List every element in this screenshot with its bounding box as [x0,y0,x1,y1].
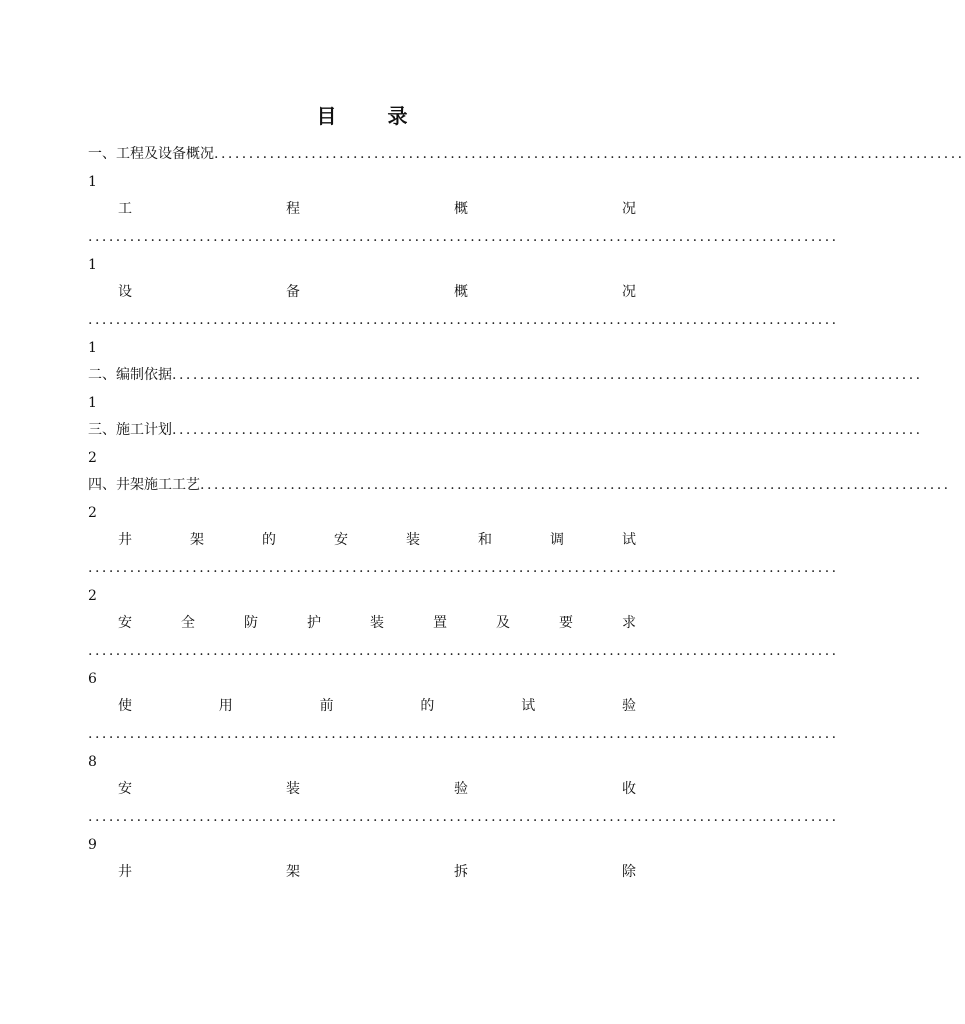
toc-char: 的 [420,698,435,714]
toc-char: 况 [622,284,636,300]
toc-entry-spread[interactable] [118,281,636,303]
toc-page-number: 2 [88,505,97,521]
toc-char: 试 [622,532,636,548]
toc-char: 安 [118,615,132,631]
leader-dots: ............................................................................................................ [200,477,951,493]
toc-char: 求 [622,615,636,631]
toc-char: 安 [334,532,348,548]
toc-char: 用 [218,698,233,714]
leader-dots: ............................................................................................................ [88,229,839,245]
toc-char: 前 [319,698,334,714]
toc-char: 装 [286,781,300,797]
toc-entry[interactable] [88,419,923,441]
leader-dots: ............................................................................................................ [172,422,923,438]
toc-char: 工 [118,201,132,217]
toc-page-number: 9 [88,837,97,853]
leader-dots: ............................................................................................................ [214,146,965,162]
toc-entry-label: 一、工程及设备概况 [88,146,214,162]
leader-dots: ............................................................................................................ [88,809,839,825]
toc-page-number: 1 [88,257,97,273]
leader-dots: ............................................................................................................ [88,312,839,328]
toc-char: 井 [118,532,132,548]
leader-dots: ............................................................................................................ [88,560,839,576]
toc-char: 概 [454,284,468,300]
leader-dots: ............................................................................................................ [88,643,839,659]
page-title: 目 录 [316,104,430,128]
toc-char: 装 [370,615,384,631]
toc-entry[interactable] [88,143,965,165]
toc-entry-spread[interactable] [118,612,636,634]
toc-char: 除 [622,864,636,880]
toc-char: 防 [244,615,258,631]
toc-char: 使 [118,698,132,714]
toc-char: 的 [262,532,276,548]
toc-entry-spread[interactable] [118,695,636,717]
toc-char: 设 [118,284,132,300]
toc-page-number: 2 [88,588,97,604]
toc-char: 验 [454,781,468,797]
toc-char: 试 [521,698,536,714]
toc-entry[interactable] [88,474,951,496]
toc-entry-spread[interactable] [118,778,636,800]
toc-char: 护 [307,615,321,631]
toc-char: 安 [118,781,132,797]
toc-char: 装 [406,532,420,548]
toc-char: 及 [496,615,510,631]
toc-char: 程 [286,201,300,217]
toc-char: 和 [478,532,492,548]
toc-char: 全 [181,615,195,631]
toc-char: 验 [621,698,636,714]
toc-entry-spread[interactable] [118,529,636,551]
toc-char: 要 [559,615,573,631]
toc-entry-label: 四、井架施工工艺 [88,477,200,493]
toc-page-number: 1 [88,395,97,411]
toc-char: 架 [190,532,204,548]
toc-char: 收 [622,781,636,797]
toc-entry-spread[interactable] [118,861,636,883]
toc-page-number: 8 [88,754,97,770]
toc-char: 备 [286,284,300,300]
toc-entry-label: 三、施工计划 [88,422,172,438]
toc-char: 架 [286,864,300,880]
toc-entry[interactable] [88,364,923,386]
toc-char: 置 [433,615,447,631]
toc-char: 概 [454,201,468,217]
toc-page-number: 1 [88,340,97,356]
toc-page-number: 6 [88,671,97,687]
toc-char: 井 [118,864,132,880]
toc-char: 况 [622,201,636,217]
toc-entry-label: 二、编制依据 [88,367,172,383]
toc-page-number: 1 [88,174,97,190]
toc-char: 调 [550,532,564,548]
leader-dots: ............................................................................................................ [172,367,923,383]
toc-char: 拆 [454,864,468,880]
toc-page-number: 2 [88,450,97,466]
toc-entry-spread[interactable] [118,198,636,220]
leader-dots: ............................................................................................................ [88,726,839,742]
